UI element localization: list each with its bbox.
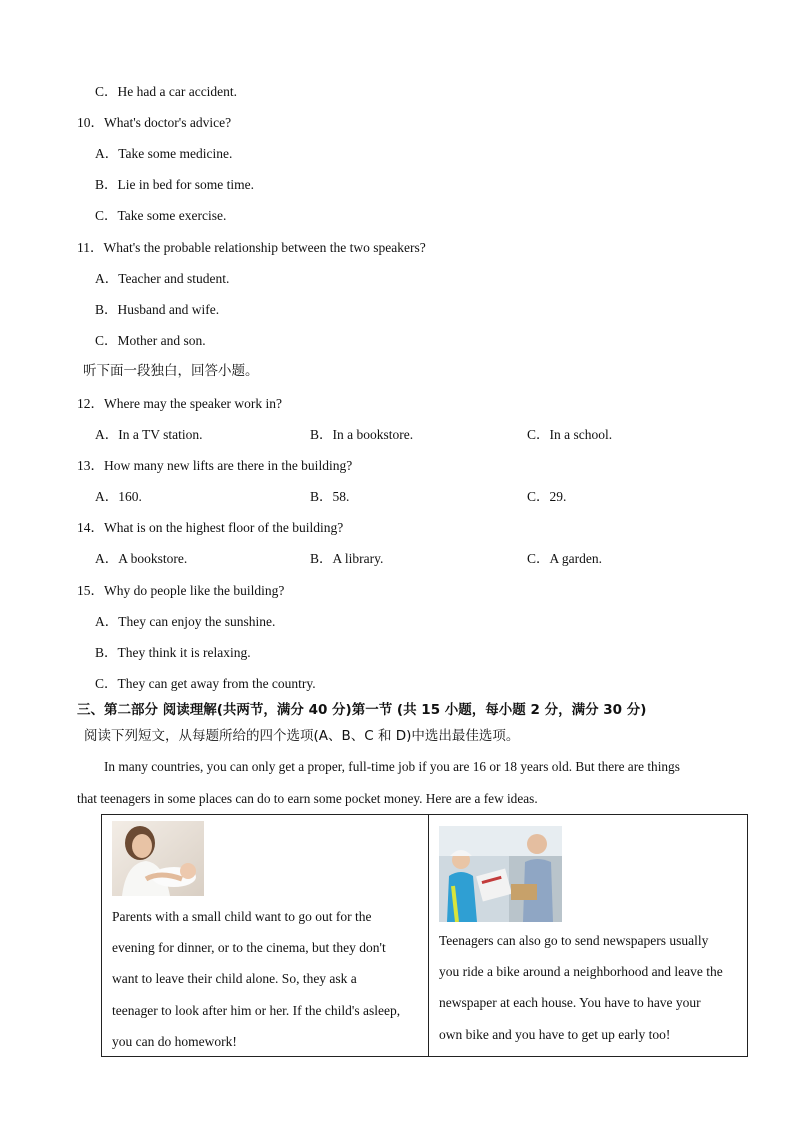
mother-and-baby-photo: [112, 821, 204, 896]
question-15-option-a: A．They can enjoy the sunshine.: [95, 614, 276, 629]
question-11-stem: 11．What's the probable relationship between the two speakers?: [77, 240, 426, 255]
idea-babysitting-line: want to leave their child alone. So, they ask a: [112, 971, 357, 987]
idea-babysitting-line: you can do homework!: [112, 1033, 237, 1049]
question-13-option-b: B．58.: [310, 489, 350, 504]
question-12-option-c: C．In a school.: [527, 427, 613, 442]
question-13-option-a: A．160.: [95, 489, 142, 504]
idea-newspaper-line: newspaper at each house. You have to have your: [439, 995, 701, 1011]
question-11-option-b: B．Husband and wife.: [95, 302, 220, 317]
idea-babysitting-line: teenager to look after him or her. If the child's asleep,: [112, 1002, 401, 1018]
question-9-option-c: C．He had a car accident.: [95, 84, 238, 99]
question-10-option-a: A．Take some medicine.: [95, 146, 233, 161]
question-10-option-c: C．Take some exercise.: [95, 208, 227, 223]
question-14-stem: 14．What is on the highest floor of the building?: [77, 520, 344, 535]
idea-babysitting-cell: [102, 815, 429, 1057]
monologue-instruction: 听下面一段独白，回答小题。: [83, 363, 259, 379]
question-11-option-a: A．Teacher and student.: [95, 271, 230, 286]
section-heading: 三、第二部分 阅读理解(共两节，满分 40 分)第一节 (共 15 小题，每小题 2 分，满分 30 分): [77, 702, 647, 718]
question-13-stem: 13．How many new lifts are there in the building?: [77, 458, 353, 473]
section-instruction: 阅读下列短文，从每题所给的四个选项(A、B、C 和 D)中选出最佳选项。: [84, 728, 520, 744]
passage-intro-line-2: that teenagers in some places can do to earn some pocket money. Here are a few ideas.: [77, 791, 538, 806]
question-15-stem: 15．Why do people like the building?: [77, 583, 285, 598]
idea-newspaper-line: own bike and you have to get up early too!: [439, 1026, 671, 1042]
question-15-option-b: B．They think it is relaxing.: [95, 645, 251, 660]
idea-babysitting-line: Parents with a small child want to go out for the: [112, 909, 372, 924]
question-12-stem: 12．Where may the speaker work in?: [77, 396, 283, 411]
idea-babysitting-line: evening for dinner, or to the cinema, but they don't: [112, 940, 386, 956]
passage-intro-line-1: In many countries, you can only get a proper, full-time job if you are 16 or 18 years old. But there are things: [104, 759, 680, 774]
question-13-option-c: C．29.: [527, 489, 567, 504]
idea-newspaper-cell: [429, 815, 748, 1057]
question-11-option-c: C．Mother and son.: [95, 333, 206, 348]
newspaper-delivery-photo: [439, 826, 562, 922]
question-14-option-b: B．A library.: [310, 551, 384, 566]
question-14-option-a: A．A bookstore.: [95, 551, 188, 566]
idea-newspaper-line: Teenagers can also go to send newspapers usually: [439, 933, 709, 948]
question-12-option-b: B．In a bookstore.: [310, 427, 414, 442]
question-10-stem: 10．What's doctor's advice?: [77, 115, 232, 130]
idea-newspaper-line: you ride a bike around a neighborhood and leave the: [439, 964, 723, 980]
question-12-option-a: A．In a TV station.: [95, 427, 203, 442]
question-10-option-b: B．Lie in bed for some time.: [95, 177, 254, 192]
ideas-table: [101, 814, 748, 1057]
question-15-option-c: C．They can get away from the country.: [95, 676, 316, 691]
question-14-option-c: C．A garden.: [527, 551, 602, 566]
